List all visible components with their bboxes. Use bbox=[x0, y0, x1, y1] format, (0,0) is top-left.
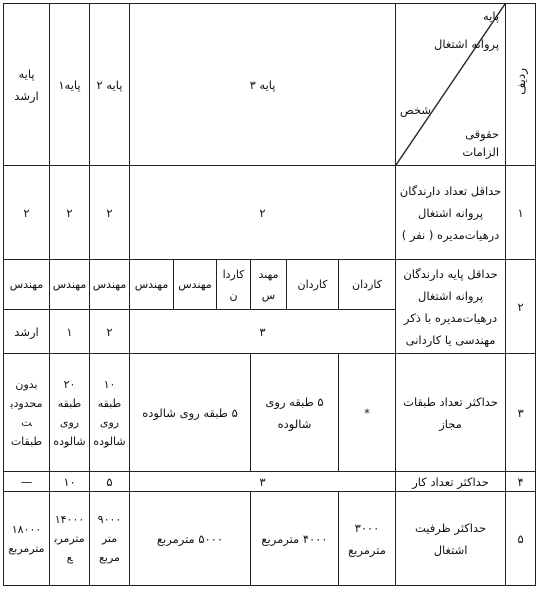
r1-label: حداقل تعداد دارندگان پروانه اشتغال درهیات‌مدیره ( نفر ) bbox=[396, 166, 506, 260]
r2-senior-bottom: ارشد bbox=[4, 310, 50, 354]
table-row-3 bbox=[4, 354, 536, 472]
r5-c2: ۴۰۰۰ مترمربع bbox=[251, 492, 339, 586]
r3-base2: ۱۰ طبقه روی شالوده bbox=[90, 354, 130, 472]
r3-floors5-b: ۵ طبقه روی شالوده bbox=[251, 354, 339, 472]
r1-number: ۱ bbox=[506, 166, 536, 260]
header-row bbox=[4, 4, 536, 166]
r4-base1: ۱۰ bbox=[50, 472, 90, 492]
r3-label: حداکثر تعداد طبقات مجاز bbox=[396, 354, 506, 472]
r2-base1-top: مهندس bbox=[50, 260, 90, 310]
r3-floors5-a: ۵ طبقه روی شالوده bbox=[130, 354, 251, 472]
r2-col-c1: کاردان bbox=[339, 260, 396, 310]
header-corner-cell bbox=[396, 4, 506, 166]
r1-senior: ۲ bbox=[4, 166, 50, 260]
r2-col-c2: کاردان bbox=[287, 260, 339, 310]
r3-star: * bbox=[339, 354, 396, 472]
r2-col-c4: کاردان bbox=[217, 260, 251, 310]
r4-number: ۴ bbox=[506, 472, 536, 492]
r4-base3: ۳ bbox=[130, 472, 396, 492]
corner-person-label: شخص bbox=[399, 103, 432, 117]
r2-label: حداقل پایه دارندگان پروانه اشتغال درهیات‌مدیره با ذکر مهندسی یا کاردانی bbox=[396, 260, 506, 354]
r2-base3-bottom: ۳ bbox=[130, 310, 396, 354]
requirements-table bbox=[3, 3, 536, 586]
r2-col-c3: مهندس bbox=[251, 260, 287, 310]
r5-c3: ۵۰۰۰ مترمربع bbox=[130, 492, 251, 586]
header-row-number bbox=[506, 4, 536, 166]
r5-base1: ۱۴۰۰۰ مترمربع bbox=[50, 492, 90, 586]
r2-base2-top: مهندس bbox=[90, 260, 130, 310]
r5-number: ۵ bbox=[506, 492, 536, 586]
r2-col-c6: مهندس bbox=[130, 260, 174, 310]
r3-base1: ۲۰ طبقه روی شالوده bbox=[50, 354, 90, 472]
table-row-4 bbox=[4, 472, 536, 492]
r2-number: ۲ bbox=[506, 260, 536, 354]
r5-c1: ۳۰۰۰ مترمربع bbox=[339, 492, 396, 586]
r1-base3: ۲ bbox=[130, 166, 396, 260]
r2-base1-bottom: ۱ bbox=[50, 310, 90, 354]
table-row-5 bbox=[4, 492, 536, 586]
row-number-heading: ردیف bbox=[513, 67, 528, 95]
header-base2: پایه ۲ bbox=[90, 4, 130, 166]
r5-senior: ۱۸۰۰۰ مترمربع bbox=[4, 492, 50, 586]
header-base1: پایه۱ bbox=[50, 4, 90, 166]
r4-base2: ۵ bbox=[90, 472, 130, 492]
r5-base2: ۹۰۰۰ متر مربع bbox=[90, 492, 130, 586]
corner-license-label: پروانه اشتغال bbox=[434, 37, 500, 51]
r1-base1: ۲ bbox=[50, 166, 90, 260]
r2-base2-bottom: ۲ bbox=[90, 310, 130, 354]
corner-obligations-label: الزامات bbox=[462, 145, 500, 159]
r4-senior: — bbox=[4, 472, 50, 492]
r2-senior-top: مهندس bbox=[4, 260, 50, 310]
r5-label: حداکثر ظرفیت اشتغال bbox=[396, 492, 506, 586]
r2-col-c5: مهندس bbox=[174, 260, 217, 310]
table-row-1 bbox=[4, 166, 536, 260]
corner-base-label: پایه bbox=[482, 9, 500, 23]
table-row-2-top bbox=[4, 260, 536, 310]
r4-label: حداکثر تعداد کار bbox=[396, 472, 506, 492]
header-base-senior: پایه ارشد bbox=[4, 4, 50, 166]
r3-senior: بدون محدودیت طبقات bbox=[4, 354, 50, 472]
header-base3: پایه ۳ bbox=[130, 4, 396, 166]
corner-legal-label: حقوقی bbox=[465, 127, 500, 141]
r1-base2: ۲ bbox=[90, 166, 130, 260]
r3-number: ۳ bbox=[506, 354, 536, 472]
